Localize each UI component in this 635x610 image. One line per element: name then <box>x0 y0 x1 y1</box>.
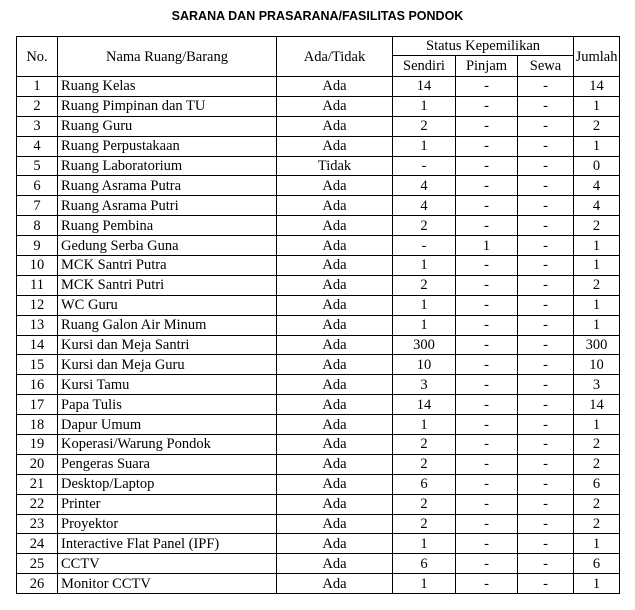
table-row <box>17 335 620 355</box>
cell-ada-tidak: Ada <box>277 295 393 315</box>
cell-jumlah: 6 <box>574 474 620 494</box>
cell-sendiri: 6 <box>393 554 456 574</box>
cell-pinjam: - <box>456 474 518 494</box>
cell-nama: Ruang Laboratorium <box>58 156 277 176</box>
cell-nama: Proyektor <box>58 514 277 534</box>
table-row <box>17 375 620 395</box>
cell-sewa: - <box>518 534 574 554</box>
cell-nama: Ruang Galon Air Minum <box>58 315 277 335</box>
header-jumlah: Jumlah <box>574 37 620 77</box>
cell-pinjam: - <box>456 156 518 176</box>
cell-sewa: - <box>518 474 574 494</box>
table-row <box>17 216 620 236</box>
cell-no: 15 <box>17 355 58 375</box>
cell-ada-tidak: Ada <box>277 116 393 136</box>
table-row <box>17 395 620 415</box>
cell-sewa: - <box>518 395 574 415</box>
cell-pinjam: - <box>456 355 518 375</box>
cell-sewa: - <box>518 295 574 315</box>
cell-nama: Ruang Pimpinan dan TU <box>58 96 277 116</box>
header-ada-tidak: Ada/Tidak <box>277 37 393 77</box>
cell-sendiri: 2 <box>393 116 456 136</box>
cell-jumlah: 1 <box>574 236 620 256</box>
cell-ada-tidak: Ada <box>277 415 393 435</box>
cell-pinjam: - <box>456 116 518 136</box>
cell-sewa: - <box>518 335 574 355</box>
cell-sewa: - <box>518 236 574 256</box>
cell-pinjam: - <box>456 454 518 474</box>
cell-no: 19 <box>17 435 58 455</box>
cell-pinjam: - <box>456 275 518 295</box>
cell-sewa: - <box>518 156 574 176</box>
cell-no: 8 <box>17 216 58 236</box>
header-pinjam: Pinjam <box>456 56 518 77</box>
cell-sendiri: 2 <box>393 494 456 514</box>
cell-pinjam: - <box>456 136 518 156</box>
cell-jumlah: 1 <box>574 295 620 315</box>
cell-nama: Printer <box>58 494 277 514</box>
page-title: SARANA DAN PRASARANA/FASILITAS PONDOK <box>171 9 464 23</box>
cell-nama: Ruang Asrama Putra <box>58 176 277 196</box>
cell-jumlah: 1 <box>574 415 620 435</box>
cell-nama: Koperasi/Warung Pondok <box>58 435 277 455</box>
table-row <box>17 77 620 97</box>
cell-jumlah: 4 <box>574 196 620 216</box>
table-row <box>17 435 620 455</box>
cell-no: 6 <box>17 176 58 196</box>
cell-sendiri: 4 <box>393 196 456 216</box>
cell-nama: Ruang Guru <box>58 116 277 136</box>
table-row <box>17 256 620 276</box>
cell-ada-tidak: Ada <box>277 315 393 335</box>
cell-nama: Interactive Flat Panel (IPF) <box>58 534 277 554</box>
table-body <box>17 77 620 594</box>
cell-pinjam: - <box>456 375 518 395</box>
cell-nama: Ruang Asrama Putri <box>58 196 277 216</box>
cell-jumlah: 2 <box>574 454 620 474</box>
cell-sendiri: - <box>393 156 456 176</box>
cell-jumlah: 0 <box>574 156 620 176</box>
cell-pinjam: - <box>456 574 518 594</box>
header-sewa: Sewa <box>518 56 574 77</box>
cell-nama: Ruang Pembina <box>58 216 277 236</box>
cell-no: 18 <box>17 415 58 435</box>
cell-ada-tidak: Ada <box>277 474 393 494</box>
cell-no: 9 <box>17 236 58 256</box>
cell-no: 13 <box>17 315 58 335</box>
table-row <box>17 474 620 494</box>
table-row <box>17 136 620 156</box>
cell-pinjam: - <box>456 395 518 415</box>
table-row <box>17 156 620 176</box>
cell-ada-tidak: Ada <box>277 534 393 554</box>
cell-sewa: - <box>518 136 574 156</box>
table-row <box>17 196 620 216</box>
cell-sewa: - <box>518 574 574 594</box>
cell-sendiri: 2 <box>393 216 456 236</box>
cell-sewa: - <box>518 275 574 295</box>
cell-pinjam: - <box>456 295 518 315</box>
cell-sendiri: 2 <box>393 275 456 295</box>
cell-no: 20 <box>17 454 58 474</box>
cell-sendiri: 14 <box>393 395 456 415</box>
cell-nama: CCTV <box>58 554 277 574</box>
cell-ada-tidak: Ada <box>277 454 393 474</box>
cell-jumlah: 2 <box>574 116 620 136</box>
cell-jumlah: 1 <box>574 534 620 554</box>
cell-jumlah: 300 <box>574 335 620 355</box>
cell-sewa: - <box>518 494 574 514</box>
cell-no: 14 <box>17 335 58 355</box>
cell-jumlah: 1 <box>574 256 620 276</box>
cell-sendiri: 1 <box>393 295 456 315</box>
table-row <box>17 295 620 315</box>
table-row <box>17 116 620 136</box>
facilities-table <box>16 36 620 594</box>
cell-no: 7 <box>17 196 58 216</box>
cell-jumlah: 2 <box>574 275 620 295</box>
cell-nama: Ruang Perpustakaan <box>58 136 277 156</box>
cell-sewa: - <box>518 77 574 97</box>
cell-sewa: - <box>518 196 574 216</box>
cell-sendiri: 2 <box>393 435 456 455</box>
cell-jumlah: 3 <box>574 375 620 395</box>
cell-ada-tidak: Ada <box>277 494 393 514</box>
cell-pinjam: - <box>456 514 518 534</box>
table-row <box>17 176 620 196</box>
cell-jumlah: 2 <box>574 216 620 236</box>
cell-nama: Papa Tulis <box>58 395 277 415</box>
cell-sendiri: 1 <box>393 315 456 335</box>
cell-nama: Pengeras Suara <box>58 454 277 474</box>
cell-ada-tidak: Ada <box>277 435 393 455</box>
cell-no: 23 <box>17 514 58 534</box>
cell-sewa: - <box>518 96 574 116</box>
cell-sendiri: 2 <box>393 454 456 474</box>
header-nama: Nama Ruang/Barang <box>58 37 277 77</box>
cell-no: 26 <box>17 574 58 594</box>
cell-sendiri: 1 <box>393 534 456 554</box>
cell-sendiri: 1 <box>393 574 456 594</box>
cell-pinjam: - <box>456 335 518 355</box>
cell-no: 24 <box>17 534 58 554</box>
cell-pinjam: - <box>456 96 518 116</box>
cell-ada-tidak: Ada <box>277 236 393 256</box>
header-no: No. <box>17 37 58 77</box>
cell-sewa: - <box>518 435 574 455</box>
cell-jumlah: 6 <box>574 554 620 574</box>
cell-ada-tidak: Ada <box>277 196 393 216</box>
cell-nama: Kursi dan Meja Santri <box>58 335 277 355</box>
cell-sewa: - <box>518 514 574 534</box>
cell-ada-tidak: Ada <box>277 77 393 97</box>
table-row <box>17 315 620 335</box>
cell-nama: Kursi dan Meja Guru <box>58 355 277 375</box>
cell-no: 16 <box>17 375 58 395</box>
cell-ada-tidak: Ada <box>277 176 393 196</box>
cell-pinjam: - <box>456 315 518 335</box>
cell-no: 1 <box>17 77 58 97</box>
cell-pinjam: - <box>456 196 518 216</box>
cell-nama: Desktop/Laptop <box>58 474 277 494</box>
cell-no: 5 <box>17 156 58 176</box>
cell-sewa: - <box>518 216 574 236</box>
cell-sewa: - <box>518 554 574 574</box>
cell-sewa: - <box>518 454 574 474</box>
table-row <box>17 554 620 574</box>
cell-jumlah: 14 <box>574 395 620 415</box>
cell-sendiri: 1 <box>393 136 456 156</box>
cell-sewa: - <box>518 355 574 375</box>
table-row <box>17 534 620 554</box>
cell-pinjam: - <box>456 415 518 435</box>
cell-nama: Ruang Kelas <box>58 77 277 97</box>
cell-no: 17 <box>17 395 58 415</box>
cell-ada-tidak: Ada <box>277 335 393 355</box>
cell-sendiri: 14 <box>393 77 456 97</box>
table-row <box>17 275 620 295</box>
cell-pinjam: - <box>456 554 518 574</box>
cell-jumlah: 2 <box>574 514 620 534</box>
cell-no: 21 <box>17 474 58 494</box>
cell-pinjam: - <box>456 216 518 236</box>
cell-jumlah: 14 <box>574 77 620 97</box>
cell-jumlah: 4 <box>574 176 620 196</box>
table-row <box>17 355 620 375</box>
cell-pinjam: - <box>456 494 518 514</box>
cell-pinjam: - <box>456 256 518 276</box>
cell-nama: Kursi Tamu <box>58 375 277 395</box>
cell-ada-tidak: Ada <box>277 395 393 415</box>
cell-sendiri: 3 <box>393 375 456 395</box>
table-row <box>17 494 620 514</box>
cell-sendiri: 4 <box>393 176 456 196</box>
cell-jumlah: 1 <box>574 136 620 156</box>
cell-sewa: - <box>518 176 574 196</box>
cell-ada-tidak: Ada <box>277 275 393 295</box>
table-row <box>17 415 620 435</box>
cell-sendiri: - <box>393 236 456 256</box>
table-row <box>17 574 620 594</box>
cell-ada-tidak: Ada <box>277 96 393 116</box>
cell-sendiri: 1 <box>393 96 456 116</box>
cell-ada-tidak: Tidak <box>277 156 393 176</box>
cell-no: 4 <box>17 136 58 156</box>
cell-jumlah: 1 <box>574 96 620 116</box>
cell-sendiri: 2 <box>393 514 456 534</box>
cell-jumlah: 1 <box>574 315 620 335</box>
cell-sewa: - <box>518 116 574 136</box>
cell-ada-tidak: Ada <box>277 514 393 534</box>
cell-no: 3 <box>17 116 58 136</box>
cell-pinjam: - <box>456 435 518 455</box>
cell-sendiri: 10 <box>393 355 456 375</box>
cell-no: 2 <box>17 96 58 116</box>
cell-jumlah: 10 <box>574 355 620 375</box>
header-sendiri: Sendiri <box>393 56 456 77</box>
cell-no: 10 <box>17 256 58 276</box>
table-row <box>17 454 620 474</box>
table-row <box>17 236 620 256</box>
table-row <box>17 514 620 534</box>
cell-nama: Gedung Serba Guna <box>58 236 277 256</box>
cell-no: 12 <box>17 295 58 315</box>
cell-sewa: - <box>518 415 574 435</box>
cell-pinjam: - <box>456 534 518 554</box>
cell-ada-tidak: Ada <box>277 216 393 236</box>
cell-sendiri: 1 <box>393 415 456 435</box>
cell-jumlah: 1 <box>574 574 620 594</box>
cell-ada-tidak: Ada <box>277 136 393 156</box>
cell-ada-tidak: Ada <box>277 554 393 574</box>
cell-ada-tidak: Ada <box>277 375 393 395</box>
cell-ada-tidak: Ada <box>277 574 393 594</box>
cell-jumlah: 2 <box>574 494 620 514</box>
header-status-kepemilikan: Status Kepemilikan <box>393 37 574 56</box>
cell-sewa: - <box>518 375 574 395</box>
cell-ada-tidak: Ada <box>277 355 393 375</box>
cell-sewa: - <box>518 315 574 335</box>
cell-no: 22 <box>17 494 58 514</box>
cell-pinjam: 1 <box>456 236 518 256</box>
cell-nama: Dapur Umum <box>58 415 277 435</box>
table-row <box>17 96 620 116</box>
cell-sendiri: 300 <box>393 335 456 355</box>
cell-nama: Monitor CCTV <box>58 574 277 594</box>
cell-sendiri: 1 <box>393 256 456 276</box>
cell-ada-tidak: Ada <box>277 256 393 276</box>
cell-sewa: - <box>518 256 574 276</box>
cell-pinjam: - <box>456 77 518 97</box>
cell-no: 25 <box>17 554 58 574</box>
cell-nama: MCK Santri Putri <box>58 275 277 295</box>
cell-jumlah: 2 <box>574 435 620 455</box>
cell-sendiri: 6 <box>393 474 456 494</box>
table-header <box>17 37 620 77</box>
cell-no: 11 <box>17 275 58 295</box>
cell-nama: MCK Santri Putra <box>58 256 277 276</box>
cell-pinjam: - <box>456 176 518 196</box>
cell-nama: WC Guru <box>58 295 277 315</box>
